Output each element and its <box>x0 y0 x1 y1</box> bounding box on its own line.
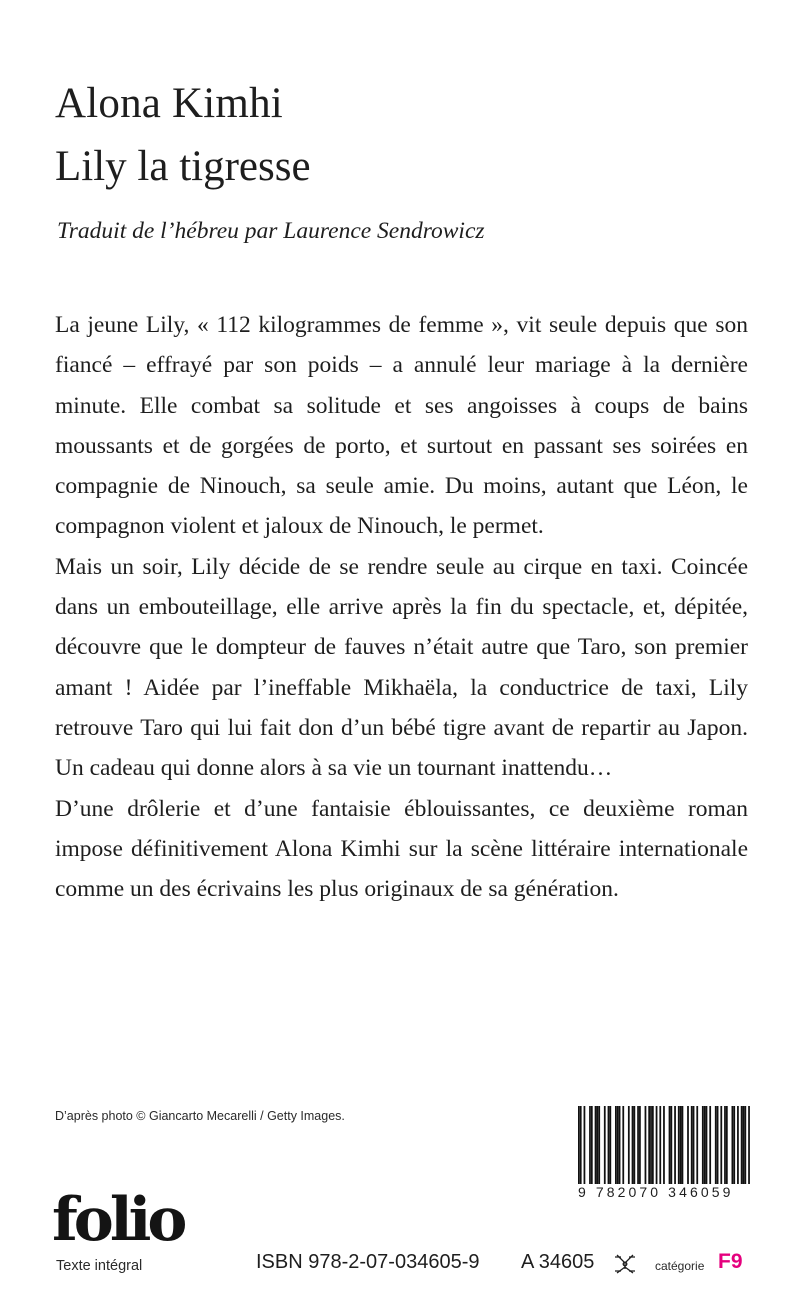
category-value: F9 <box>718 1250 743 1273</box>
photo-credit: D’après photo © Giancarto Mecarelli / Getty Images. <box>55 1109 345 1123</box>
barcode <box>578 1106 750 1204</box>
translator-credit: Traduit de l’hébreu par Laurence Sendrowicz <box>57 218 485 244</box>
category-label: catégorie <box>655 1259 705 1273</box>
blurb-paragraph-3: D’une drôlerie et d’une fantaisie éblouissantes, ce deuxième roman impose définitivement Alona Kimhi sur la scène littéraire internationale comme un des écrivains les plus originaux de sa génération. <box>55 795 748 903</box>
collection-name: Texte intégral <box>56 1258 143 1274</box>
blurb-paragraph-1: La jeune Lily, « 112 kilogrammes de femme », vit seule depuis que son fiancé – effrayé par son poids – a annulé leur mariage à la dernière minute. Elle combat sa solitude et ses angoisses à coups de bains moussants et de gorgées de porto, et surtout en passant ses soirées en compagnie de Ninouch, sa seule amie. Du moins, autant que Léon, le compagnon violent et jaloux de Ninouch, le permet. <box>55 312 748 540</box>
blurb-paragraph-2: Mais un soir, Lily décide de se rendre seule au cirque en taxi. Coincée dans un embouteillage, elle arrive après la fin du spectacle, et, dépitée, découvre que le dompteur de fauves n’était autre que Taro, son premier amant ! Aidée par l’ineffable Mikhaëla, la conductrice de taxi, Lily retrouve Taro qui lui fait don d’un bébé tigre avant de repartir au Japon. Un cadeau qui donne alors à sa vie un tournant inattendu… <box>55 553 748 782</box>
isbn-number: ISBN 978-2-07-034605-9 <box>256 1251 480 1273</box>
gallimard-emblem-icon <box>612 1251 638 1277</box>
back-cover-blurb <box>55 305 748 909</box>
author-name: Alona Kimhi <box>55 80 283 127</box>
catalog-code: A 34605 <box>521 1251 595 1273</box>
publisher-logo: folio <box>52 1185 184 1255</box>
book-title: Lily la tigresse <box>55 143 311 190</box>
barcode-digits: 9 782070 346059 <box>578 1184 750 1200</box>
barcode-bars <box>578 1106 750 1190</box>
